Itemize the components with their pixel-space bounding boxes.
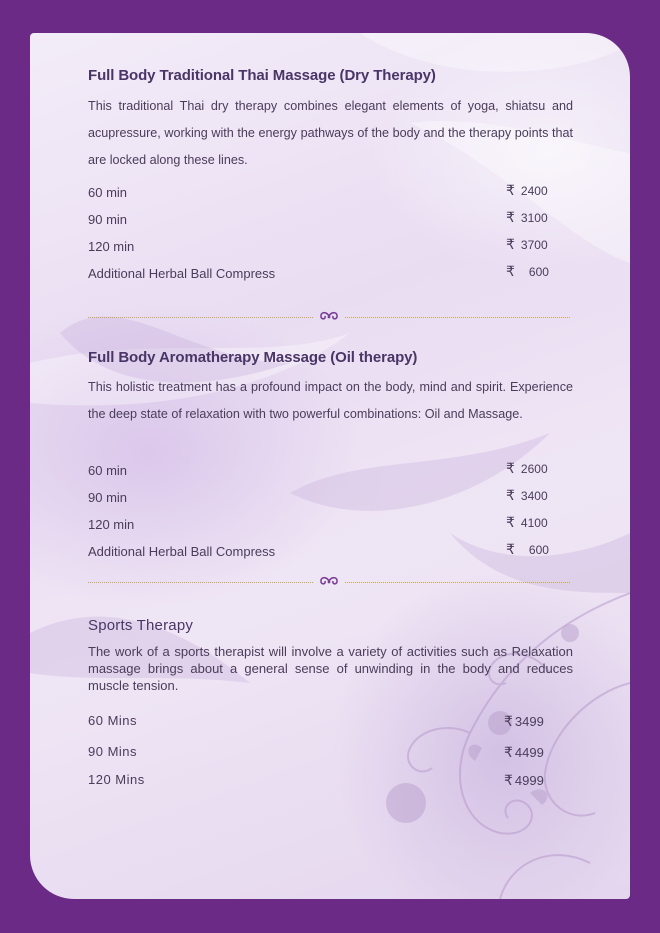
price-value: ₹ 4999	[504, 772, 544, 788]
price-row	[88, 236, 550, 257]
duration-label: 90 Mins	[88, 744, 138, 759]
section-title-aromatherapy: Full Body Aromatherapy Massage (Oil therapy)	[88, 349, 418, 366]
price-row	[88, 263, 550, 284]
duration-label: 60 Mins	[88, 713, 138, 728]
section-description-thai: This traditional Thai dry therapy combines elegant elements of yoga, shiatsu and acupressure, working with the energy pathways of the body and the therapy points that are locked along these lines.	[88, 99, 573, 167]
price-row	[88, 514, 550, 535]
swirl-ornament-icon	[318, 575, 340, 587]
price-value: ₹ 4100	[506, 514, 548, 530]
rupee-icon: ₹	[506, 541, 515, 557]
menu-panel	[30, 33, 630, 899]
section-description-sports: The work of a sports therapist will involve a variety of activities such as Relaxation massage brings about a general sense of unwinding in the body and reduces muscle tension.	[88, 644, 573, 693]
section-divider	[88, 313, 570, 323]
rupee-icon: ₹	[506, 209, 515, 225]
price-row	[88, 713, 550, 731]
rupee-icon: ₹	[504, 713, 513, 729]
duration-label: 120 min	[88, 239, 135, 254]
swirl-ornament-icon	[318, 310, 340, 322]
rupee-icon: ₹	[504, 744, 513, 760]
rupee-icon: ₹	[506, 487, 515, 503]
rupee-icon: ₹	[506, 514, 515, 530]
menu-content	[30, 33, 630, 899]
price-row	[88, 744, 550, 762]
rupee-icon: ₹	[506, 236, 515, 252]
price-value: ₹ 3700	[506, 236, 548, 252]
rupee-icon: ₹	[506, 263, 515, 279]
duration-label: 60 min	[88, 463, 128, 478]
duration-label: 120 Mins	[88, 772, 145, 787]
price-value: ₹ 4499	[504, 744, 544, 760]
addon-label: Additional Herbal Ball Compress	[88, 544, 276, 559]
section-title-thai: Full Body Traditional Thai Massage (Dry Therapy)	[88, 67, 436, 84]
duration-label: 90 min	[88, 490, 128, 505]
duration-label: 90 min	[88, 212, 128, 227]
price-row	[88, 209, 550, 230]
price-value: ₹ 3100	[506, 209, 548, 225]
duration-label: 60 min	[88, 185, 128, 200]
price-value: ₹ 3499	[504, 713, 544, 729]
rupee-icon: ₹	[506, 460, 515, 476]
price-row	[88, 487, 550, 508]
rupee-icon: ₹	[506, 182, 515, 198]
price-value: ₹ 600	[506, 541, 549, 557]
price-row	[88, 772, 550, 790]
price-row	[88, 541, 550, 562]
price-value: ₹ 600	[506, 263, 549, 279]
section-divider	[88, 578, 570, 588]
price-row	[88, 182, 550, 203]
section-description-aromatherapy: This holistic treatment has a profound impact on the body, mind and spirit. Experience the deep state of relaxation with two powerful combinations: Oil and Massage.	[88, 380, 573, 421]
rupee-icon: ₹	[504, 772, 513, 788]
price-row	[88, 460, 550, 481]
price-value: ₹ 2400	[506, 182, 548, 198]
addon-label: Additional Herbal Ball Compress	[88, 266, 276, 281]
section-title-sports: Sports Therapy	[88, 617, 194, 634]
duration-label: 120 min	[88, 517, 135, 532]
price-value: ₹ 3400	[506, 487, 548, 503]
price-value: ₹ 2600	[506, 460, 548, 476]
